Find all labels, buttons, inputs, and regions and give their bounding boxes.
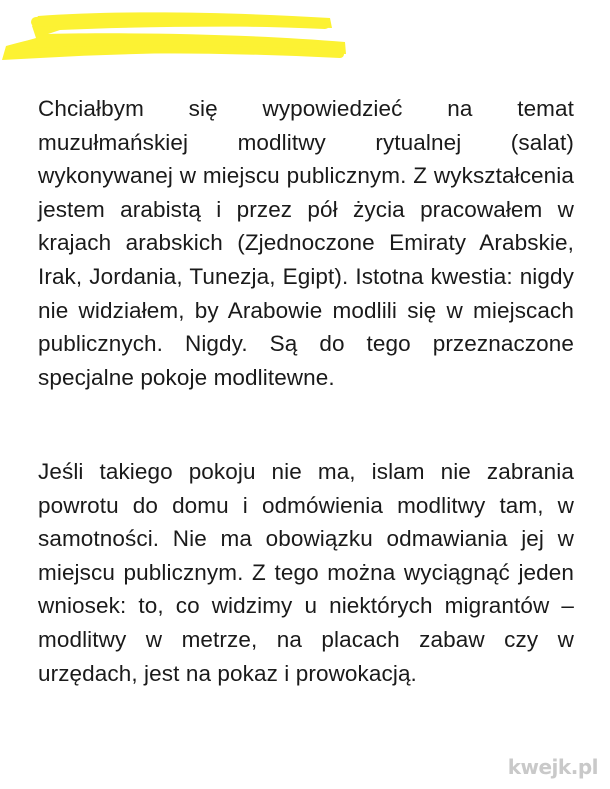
paragraph-1: Chciałbym się wypowiedzieć na temat muzułmańskiej modlitwy rytualnej (salat) wykonywanej w miejscu publicznym. Z wykształcenia jestem arabistą i przez pół życia pracowałem w krajach arabskich (Zjednoczone Emiraty Arabskie, Irak, Jordania, Tunezja, Egipt). Istotna kwestia: nigdy nie widziałem, by Arabowie modlili się w miejscach publicznych. Nigdy. Są do tego przeznaczone specjalne pokoje modlitewne. (38, 96, 574, 390)
paragraph-2: Jeśli takiego pokoju nie ma, islam nie zabrania powrotu do domu i odmówienia modlitwy tam, w samotności. Nie ma obowiązku odmawiania jej w miejscu publicznym. Z tego można wyciągnąć jeden wniosek: to, co widzimy u niektórych migrantów – modlitwy w metrze, na placach zabaw czy w urzędach, jest na pokaz i prowokacją. (38, 459, 574, 686)
kwejk-watermark: kwejk.pl (507, 755, 598, 779)
yellow-highlight-redaction (0, 8, 350, 68)
